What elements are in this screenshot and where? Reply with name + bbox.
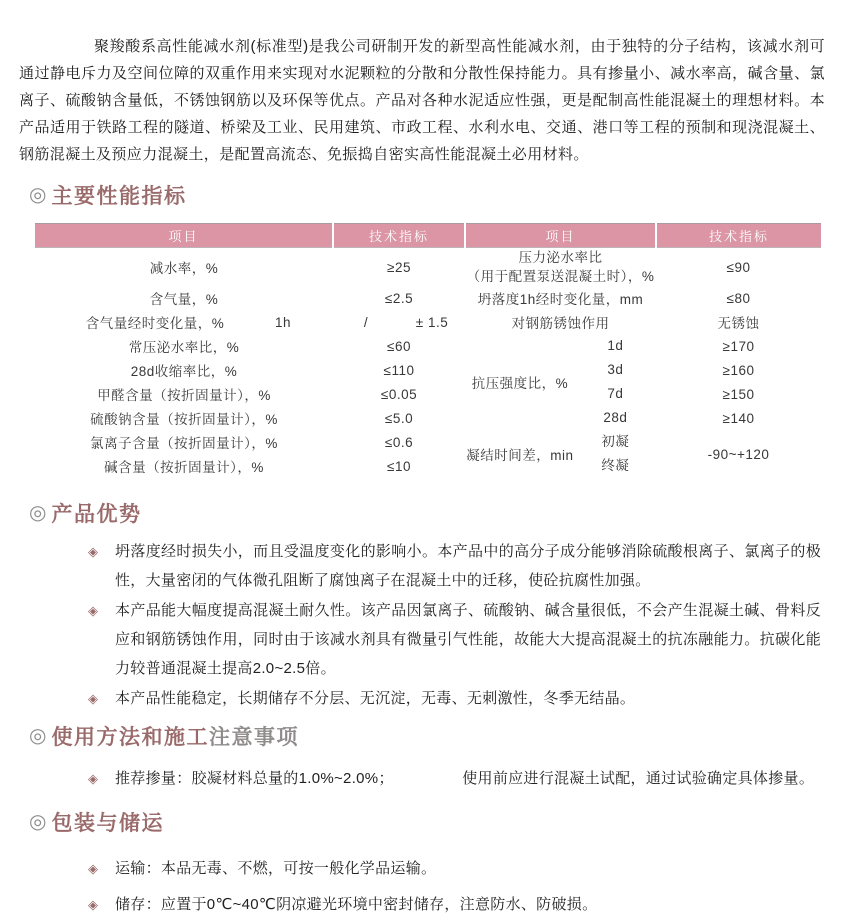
- storage-bullet: [19, 890, 825, 919]
- value-cell: [333, 310, 465, 334]
- item-sub-label: 1h: [275, 314, 292, 330]
- bullet-text: 坍落度经时损失小，而且受温度变化的影响小。本产品中的高分子成分能够消除硫酸根离子、氯离子的极性，大量密闭的气体微孔阻断了腐蚀离子在混凝土中的迁移，使砼抗腐性加强。: [115, 543, 821, 589]
- table-row: [35, 286, 821, 310]
- setting-label: 凝结时间差，min: [466, 448, 574, 463]
- double-circle-icon: ◎: [29, 502, 47, 524]
- usage-bullet: [19, 764, 825, 793]
- intro-paragraph: 聚羧酸系高性能减水剂(标准型)是我公司研制开发的新型高性能减水剂，由于独特的分子结构，该减水剂可通过静电斥力及空间位障的双重作用来实现对水泥颗粒的分散和分散性保持能力。具有掺量小、减水率高，碱含量、氯离子、硫酸钠含量低，不锈蚀钢筋以及环保等优点。产品对各种水泥适应性强，更是配制高性能混凝土的理想材料。本产品适用于铁路工程的隧道、桥梁及工业、民用建筑、市政工程、水利水电、交通、港口等工程的预制和现浇混凝土、钢筋混凝土及预应力混凝土，是配置高流态、免振捣自密实高性能混凝土必用材料。: [19, 38, 825, 163]
- table-row: [35, 334, 821, 358]
- column-header-item-left: 项目: [35, 224, 333, 248]
- value-cell: ≥25: [387, 259, 411, 275]
- item-cell: 氯离子含量（按折固量计），%: [90, 436, 278, 451]
- diamond-bullet-icon: ◈: [88, 897, 98, 912]
- item-cell: [35, 310, 333, 334]
- column-header-spec-right: 技术指标: [656, 224, 821, 248]
- section-title: 主要性能指标: [51, 185, 187, 208]
- double-circle-icon: ◎: [29, 725, 47, 747]
- setting-subs: [575, 430, 656, 478]
- item-cell: 常压泌水率比，%: [128, 340, 240, 355]
- table-row: [35, 406, 821, 430]
- item-cell-setting-group: [465, 430, 656, 478]
- value-slash: /: [363, 314, 369, 330]
- list-item: [19, 596, 825, 683]
- value-cell: ≤80: [726, 290, 751, 306]
- section-heading-advantages: [29, 498, 825, 528]
- section-heading-packaging: [29, 807, 825, 837]
- item-label: 含气量经时变化量，%: [85, 316, 225, 331]
- item-cell: [465, 248, 656, 287]
- age-label: 3d: [607, 362, 624, 377]
- column-header-item-right: 项目: [465, 224, 656, 248]
- item-cell: 坍落度1h经时变化量，mm: [477, 292, 644, 307]
- item-cell-strength-group: [465, 334, 656, 430]
- value-cell: ≤60: [387, 338, 411, 354]
- value-number: ± 1.5: [415, 314, 449, 330]
- double-circle-icon: ◎: [29, 184, 47, 206]
- table-row: [35, 310, 821, 334]
- bullet-text: 本产品能大幅度提高混凝土耐久性。该产品因氯离子、硫酸钠、碱含量很低，不会产生混凝土碱、骨料反应和钢筋锈蚀作用，同时由于该减水剂具有微量引气性能，故能大大提高混凝土的抗冻融能力。抗碳化能力较普通混凝土提高2.0~2.5倍。: [115, 602, 821, 677]
- diamond-bullet-icon: ◈: [88, 771, 98, 786]
- value-cell: ≤0.6: [384, 434, 414, 450]
- table-row: [35, 430, 821, 454]
- diamond-bullet-icon: ◈: [88, 691, 98, 706]
- item-cell: 28d收缩率比，%: [130, 364, 238, 379]
- age-label: 1d: [607, 338, 624, 353]
- diamond-bullet-icon: ◈: [88, 861, 98, 876]
- value-cell: ≤2.5: [384, 290, 414, 306]
- section-title: 使用方法和施工: [51, 726, 209, 749]
- section-title-faded: 注意事项: [208, 726, 299, 749]
- item-cell: 甲醛含量（按折固量计），%: [97, 388, 271, 403]
- item-line: （用于配置泵送混凝土时），%: [466, 269, 655, 284]
- transport-bullet: [19, 854, 825, 883]
- value-cell: ≥140: [722, 410, 755, 426]
- strength-label: 抗压强度比，%: [471, 376, 569, 391]
- value-cell: ≤110: [383, 362, 415, 378]
- strength-ages: [575, 334, 656, 430]
- value-cell: -90~+120: [707, 446, 770, 462]
- value-cell: ≤5.0: [384, 410, 414, 426]
- value-cell: ≥160: [722, 362, 755, 378]
- diamond-bullet-icon: ◈: [88, 603, 98, 618]
- setting-sub-label: 终凝: [601, 458, 630, 473]
- item-cell: 对钢筋锈蚀作用: [511, 316, 610, 331]
- age-label: 28d: [603, 410, 628, 425]
- section-title: 产品优势: [51, 503, 142, 526]
- value-cell: ≤90: [726, 259, 751, 275]
- item-cell: 硫酸钠含量（按折固量计），%: [90, 412, 278, 427]
- setting-sub-label: 初凝: [601, 434, 630, 449]
- item-cell: 碱含量（按折固量计），%: [104, 460, 264, 475]
- age-label: 7d: [607, 386, 624, 401]
- list-item: [19, 537, 825, 595]
- value-cell: ≤0.05: [380, 386, 418, 402]
- section-heading-usage: [29, 721, 825, 751]
- item-cell: 含气量，%: [149, 292, 219, 307]
- value-cell: ≥170: [722, 338, 755, 354]
- value-cell: ≥150: [722, 386, 755, 402]
- list-item: [19, 684, 825, 713]
- item-line: 压力泌水率比: [518, 250, 603, 265]
- value-cell: 无锈蚀: [717, 316, 760, 331]
- column-header-spec-left: 技术指标: [333, 224, 465, 248]
- advantage-bullet-list: [19, 537, 825, 713]
- performance-table: [35, 223, 821, 478]
- section-title: 包装与储运: [51, 812, 164, 835]
- diamond-bullet-icon: ◈: [88, 544, 98, 559]
- table-row: [35, 248, 821, 287]
- bullet-text: [115, 764, 825, 793]
- section-heading-performance: [29, 180, 825, 210]
- table-row: [35, 358, 821, 382]
- table-row: [35, 382, 821, 406]
- bullet-text: 运输：本品无毒、不燃，可按一般化学品运输。: [115, 860, 437, 877]
- value-cell: ≤10: [387, 458, 411, 474]
- item-cell: 减水率，%: [149, 261, 219, 276]
- double-circle-icon: ◎: [29, 811, 47, 833]
- dosage-text: 推荐掺量：胶凝材料总量的1.0%~2.0%；: [115, 770, 394, 787]
- bullet-text: 本产品性能稳定，长期储存不分层、无沉淀，无毒、无刺激性，冬季无结晶。: [115, 690, 636, 707]
- trial-mix-text: 使用前应进行混凝土试配，通过试验确定具体掺量。: [462, 770, 815, 787]
- bullet-text: 储存：应置于0℃~40℃阴凉避光环境中密封储存，注意防水、防破损。: [115, 896, 598, 913]
- table-header-row: [35, 224, 821, 248]
